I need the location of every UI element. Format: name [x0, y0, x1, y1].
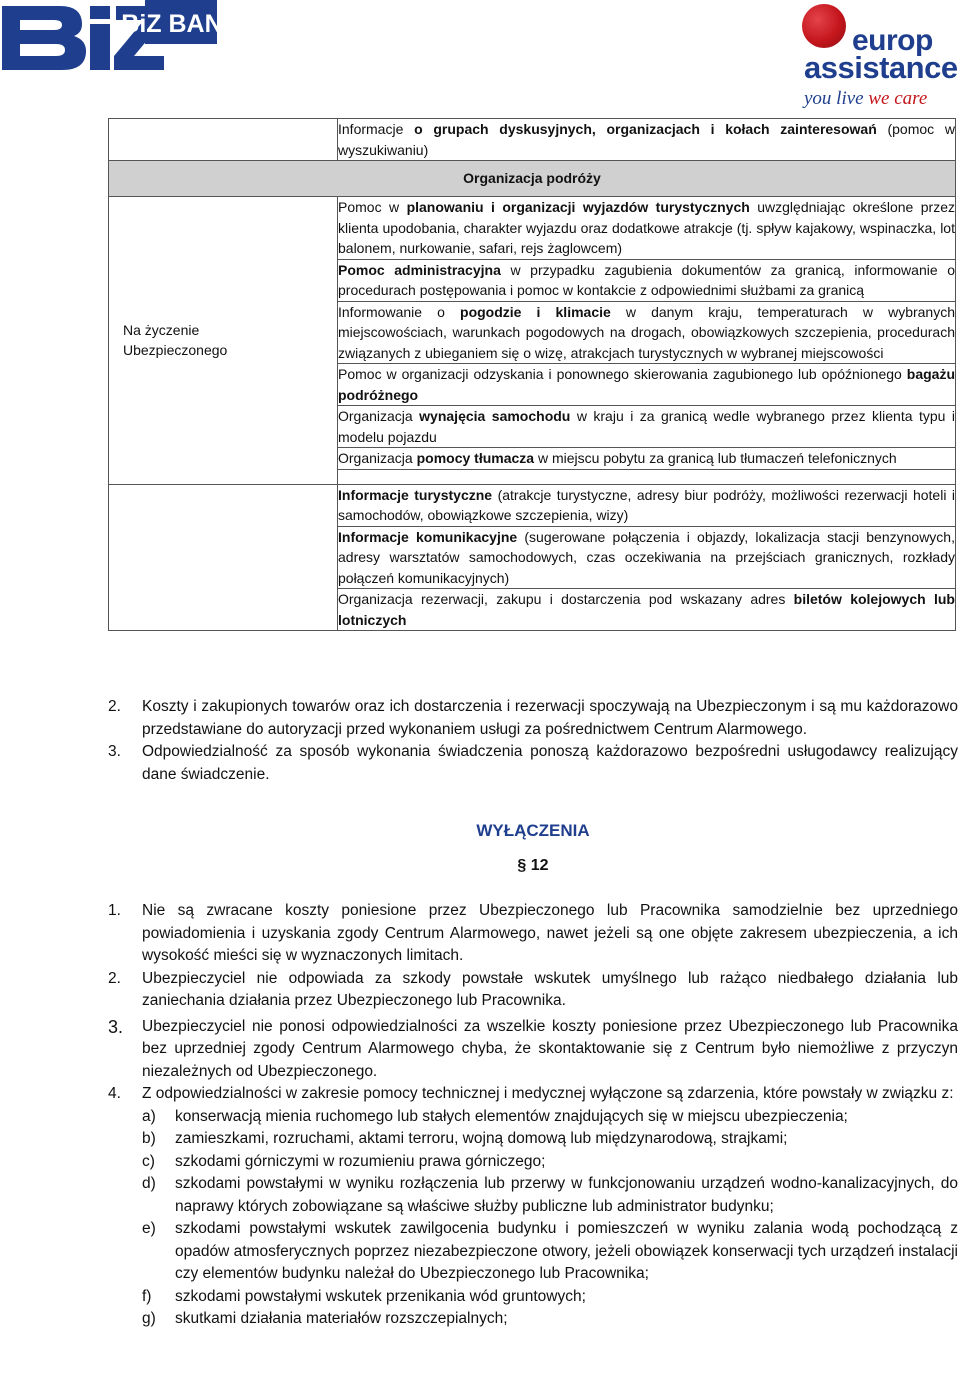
sub-list-item: f) szkodami powstałymi wskutek przenikania wód gruntowych;: [142, 1287, 586, 1305]
table-cell: Informacje o grupach dyskusyjnych, organizacjach i kołach zainteresowań (pomoc w wyszukiwaniu): [338, 119, 956, 161]
table-cell: Informacje turystyczne (atrakcje turystyczne, adresy biur podróży, możliwości rezerwacji hoteli i samochodów, obowiązkowe szczepienia, wizy): [338, 484, 956, 526]
table-cell: Pomoc w organizacji odzyskania i ponownego skierowania zagubionego lub opóźnionego bagażu podróżnego: [338, 364, 956, 406]
table-cell: Pomoc administracyjna w przypadku zagubienia dokumentów za granicą, informowanie o procedurach postępowania i pomoc w kontakcie z odpowiednimi służbami za granicą: [338, 259, 956, 301]
sub-list-item: a) konserwacją mienia ruchomego lub stałych elementów znajdujących się w miejscu ubezpieczenia;: [142, 1107, 848, 1125]
list-item: 2. Ubezpieczyciel nie odpowiada za szkody powstałe wskutek umyślnego lub rażąco niedbałego działania lub zaniechania działania przez Ubezpieczonego lub Pracownika.: [108, 969, 958, 1009]
globe-icon: [802, 4, 846, 48]
tagline-part-a: you live: [804, 88, 864, 109]
europ-assistance-logo: [798, 2, 960, 114]
list-item: 4. Z odpowiedzialności w zakresie pomocy technicznej i medycznej wyłączone są zdarzenia, które powstały w związku z:: [108, 1085, 954, 1102]
section-heading: WYŁĄCZENIA: [476, 821, 590, 840]
list-section-2: [108, 900, 958, 1331]
logo-word-assistance: assistance: [804, 50, 958, 85]
paragraph-mark: § 12: [517, 857, 549, 874]
biz-bank-logo: [0, 0, 241, 72]
table-cell: Pomoc w planowaniu i organizacji wyjazdów turystycznych uwzględniając określone przez klienta upodobania, charakter wyjazdu oraz dodatkowe atrakcje (tj. spływ kajakowy, wspinaczka, lot balonem, nurkowanie, safari, rejs żaglowcem): [338, 197, 956, 260]
logo-word-europ: europ: [852, 24, 933, 57]
table-cell: Informowanie o pogodzie i klimacie w danym kraju, temperaturach w wybranych miejscowościach, warunkach pogodowych na drogach, obowiązkowych szczepienia, procedurach związanych z ubieganiem się o wizę, atrakcjach turystycznych w wybranej miejscowości: [338, 301, 956, 364]
section-header: Organizacja podróży: [109, 161, 956, 197]
table-cell: Organizacja wynajęcia samochodu w kraju i za granicą wedle wybranego przez klienta typu i modelu pojazdu: [338, 406, 956, 448]
table-cell: Organizacja rezerwacji, zakupu i dostarczenia pod wskazany adres biletów kolejowych lub lotniczych: [338, 589, 956, 631]
section-header-row: [109, 161, 956, 197]
table-row: [109, 197, 956, 260]
table-cell: Informacje komunikacyjne (sugerowane połączenia i objazdy, lokalizacja stacji benzynowych, adresy warsztatów samochodowych, czas oczekiwania na przejściach granicznych, rozkłady połączeń komunikacyjnych): [338, 526, 956, 589]
list-item: 3. Ubezpieczyciel nie ponosi odpowiedzialności za wszelkie koszty poniesione przez Ubezpieczonego lub Pracownika bez uprzedniej zgody Centrum Alarmowego chyba, że skontaktowanie się z Centrum było niemożliwe z przyczyn niezależnych od Ubezpieczonego.: [108, 1016, 958, 1080]
sub-list-item: g) skutkami działania materiałów rozszczepialnych;: [142, 1310, 508, 1327]
sub-list-item: e) szkodami powstałymi wskutek zawilgocenia budynku i pomieszczeń w wyniku zalania wodą pochodzącą z opadów atmosferycznych poprzez niezabezpieczone otwory, jeżeli obowiązek konserwacji tych urządzeń instalacji czy elementów budynku należał do Ubezpieczonego lub Pracownika;: [142, 1220, 958, 1282]
sub-list-item: d) szkodami powstałymi w wyniku rozłączenia lub przerwy w funkcjonowaniu urządzeń wodno-kanalizacyjnych, do naprawy których zobowiązane są właściwe służby publiczne lub administrator budynku;: [142, 1175, 958, 1215]
sub-list-item: b) zamieszkami, rozruchami, aktami terroru, wojną domową lub międzynarodową, strajkami;: [142, 1130, 788, 1147]
services-table: [108, 118, 956, 631]
table-row: [109, 484, 956, 526]
group-label: Na życzenie Ubezpieczonego: [109, 197, 338, 485]
list-item: 3. Odpowiedzialność za sposób wykonania świadczenia ponoszą każdorazowo bezpośredni usługodawcy realizujący dane świadczenie.: [108, 743, 958, 783]
biz-bank-text: BiZ BANK: [121, 10, 241, 38]
logo-tagline: [804, 88, 927, 110]
tagline-part-b: we care: [868, 88, 928, 109]
sub-list-item: c) szkodami górniczymi w rozumieniu prawa górniczego;: [142, 1152, 546, 1170]
list-item: 2. Koszty i zakupionych towarów oraz ich dostarczenia i rezerwacji spoczywają na Ubezpieczonym i są mu każdorazowo przedstawiane do autoryzacji przed wykonaniem usługi za pośrednictwem Centrum Alarmowego.: [108, 698, 958, 738]
list-section-1: [108, 696, 958, 786]
table-cell: Organizacja pomocy tłumacza w miejscu pobytu za granicą lub tłumaczeń telefonicznych: [338, 448, 956, 470]
table-row: [109, 119, 956, 161]
list-item: 1. Nie są zwracane koszty poniesione przez Ubezpieczonego lub Pracownika samodzielnie bez uprzedniego powiadomienia i uzyskania zgody Centrum Alarmowego, nawet jeżeli są one objęte zakresem ubezpieczenia, a ich wysokość mieści się w wyznaczonych limitach.: [108, 902, 958, 964]
